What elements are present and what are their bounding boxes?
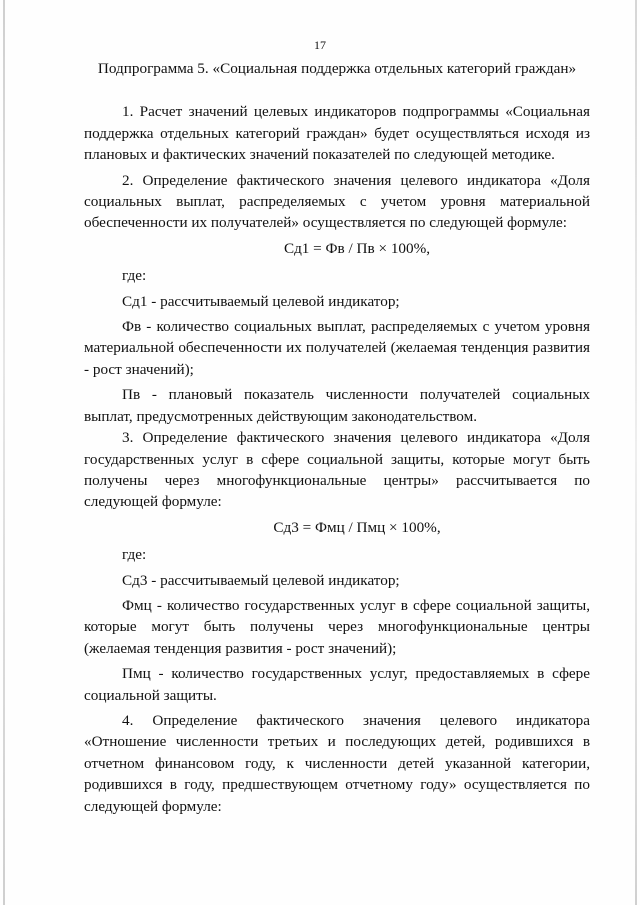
page-number: 17 xyxy=(314,38,326,52)
definition-fmc: Фмц - количество государственных услуг в сфере социальной защиты, которые могут быть получены через многофункциональные центры (желаемая тенденция развития - рост значений); xyxy=(84,596,590,657)
scan-edge-right xyxy=(635,0,637,905)
definition-fv: Фв - количество социальных выплат, распределяемых с учетом уровня материальной обеспеченности их получателей (желаемая тенденция развития - рост значений); xyxy=(84,318,590,378)
definition-pv: Пв - плановый показатель численности получателей социальных выплат, предусмотренных действующим законодательством. xyxy=(84,386,590,425)
document-body xyxy=(84,58,590,817)
definition-sd3: Сд3 - рассчитываемый целевой индикатор; xyxy=(122,571,400,589)
formula-sd3: Сд3 = Фмц / Пмц × 100%, xyxy=(273,518,441,536)
scan-edge-left xyxy=(3,0,5,905)
definition-pmc: Пмц - количество государственных услуг, предоставляемых в сфере социальной защиты. xyxy=(84,665,590,704)
formula-sd1: Сд1 = Фв / Пв × 100%, xyxy=(283,239,431,257)
paragraph-2: 2. Определение фактического значения целевого индикатора «Доля социальных выплат, распределяемых с учетом уровня материальной обеспеченности их получателей» осуществляется по следующей формуле: xyxy=(84,171,590,232)
section-heading: Подпрограмма 5. «Социальная поддержка отдельных категорий граждан» xyxy=(97,60,577,77)
where-label-1: где: xyxy=(122,267,147,285)
definition-sd1: Сд1 - рассчитываемый целевой индикатор; xyxy=(122,292,400,310)
where-label-2: где: xyxy=(122,546,147,564)
paragraph-3: 3. Определение фактического значения целевого индикатора «Доля государственных услуг в сфере социальной защиты, которые могут быть получены через многофункциональные центры» рассчитывается по следующей формуле: xyxy=(84,429,590,511)
paragraph-4: 4. Определение фактического значения целевого индикатора «Отношение численности третьих и последующих детей, родившихся в отчетном финансовом году, к численности детей указанной категории, родившихся в году, предшествующем отчетному году» осуществляется по следующей формуле: xyxy=(84,711,590,815)
paragraph-1: 1. Расчет значений целевых индикаторов подпрограммы «Социальная поддержка отдельных категорий граждан» будет осуществляться исходя из плановых и фактических значений показателей по следующей методике. xyxy=(84,103,590,164)
